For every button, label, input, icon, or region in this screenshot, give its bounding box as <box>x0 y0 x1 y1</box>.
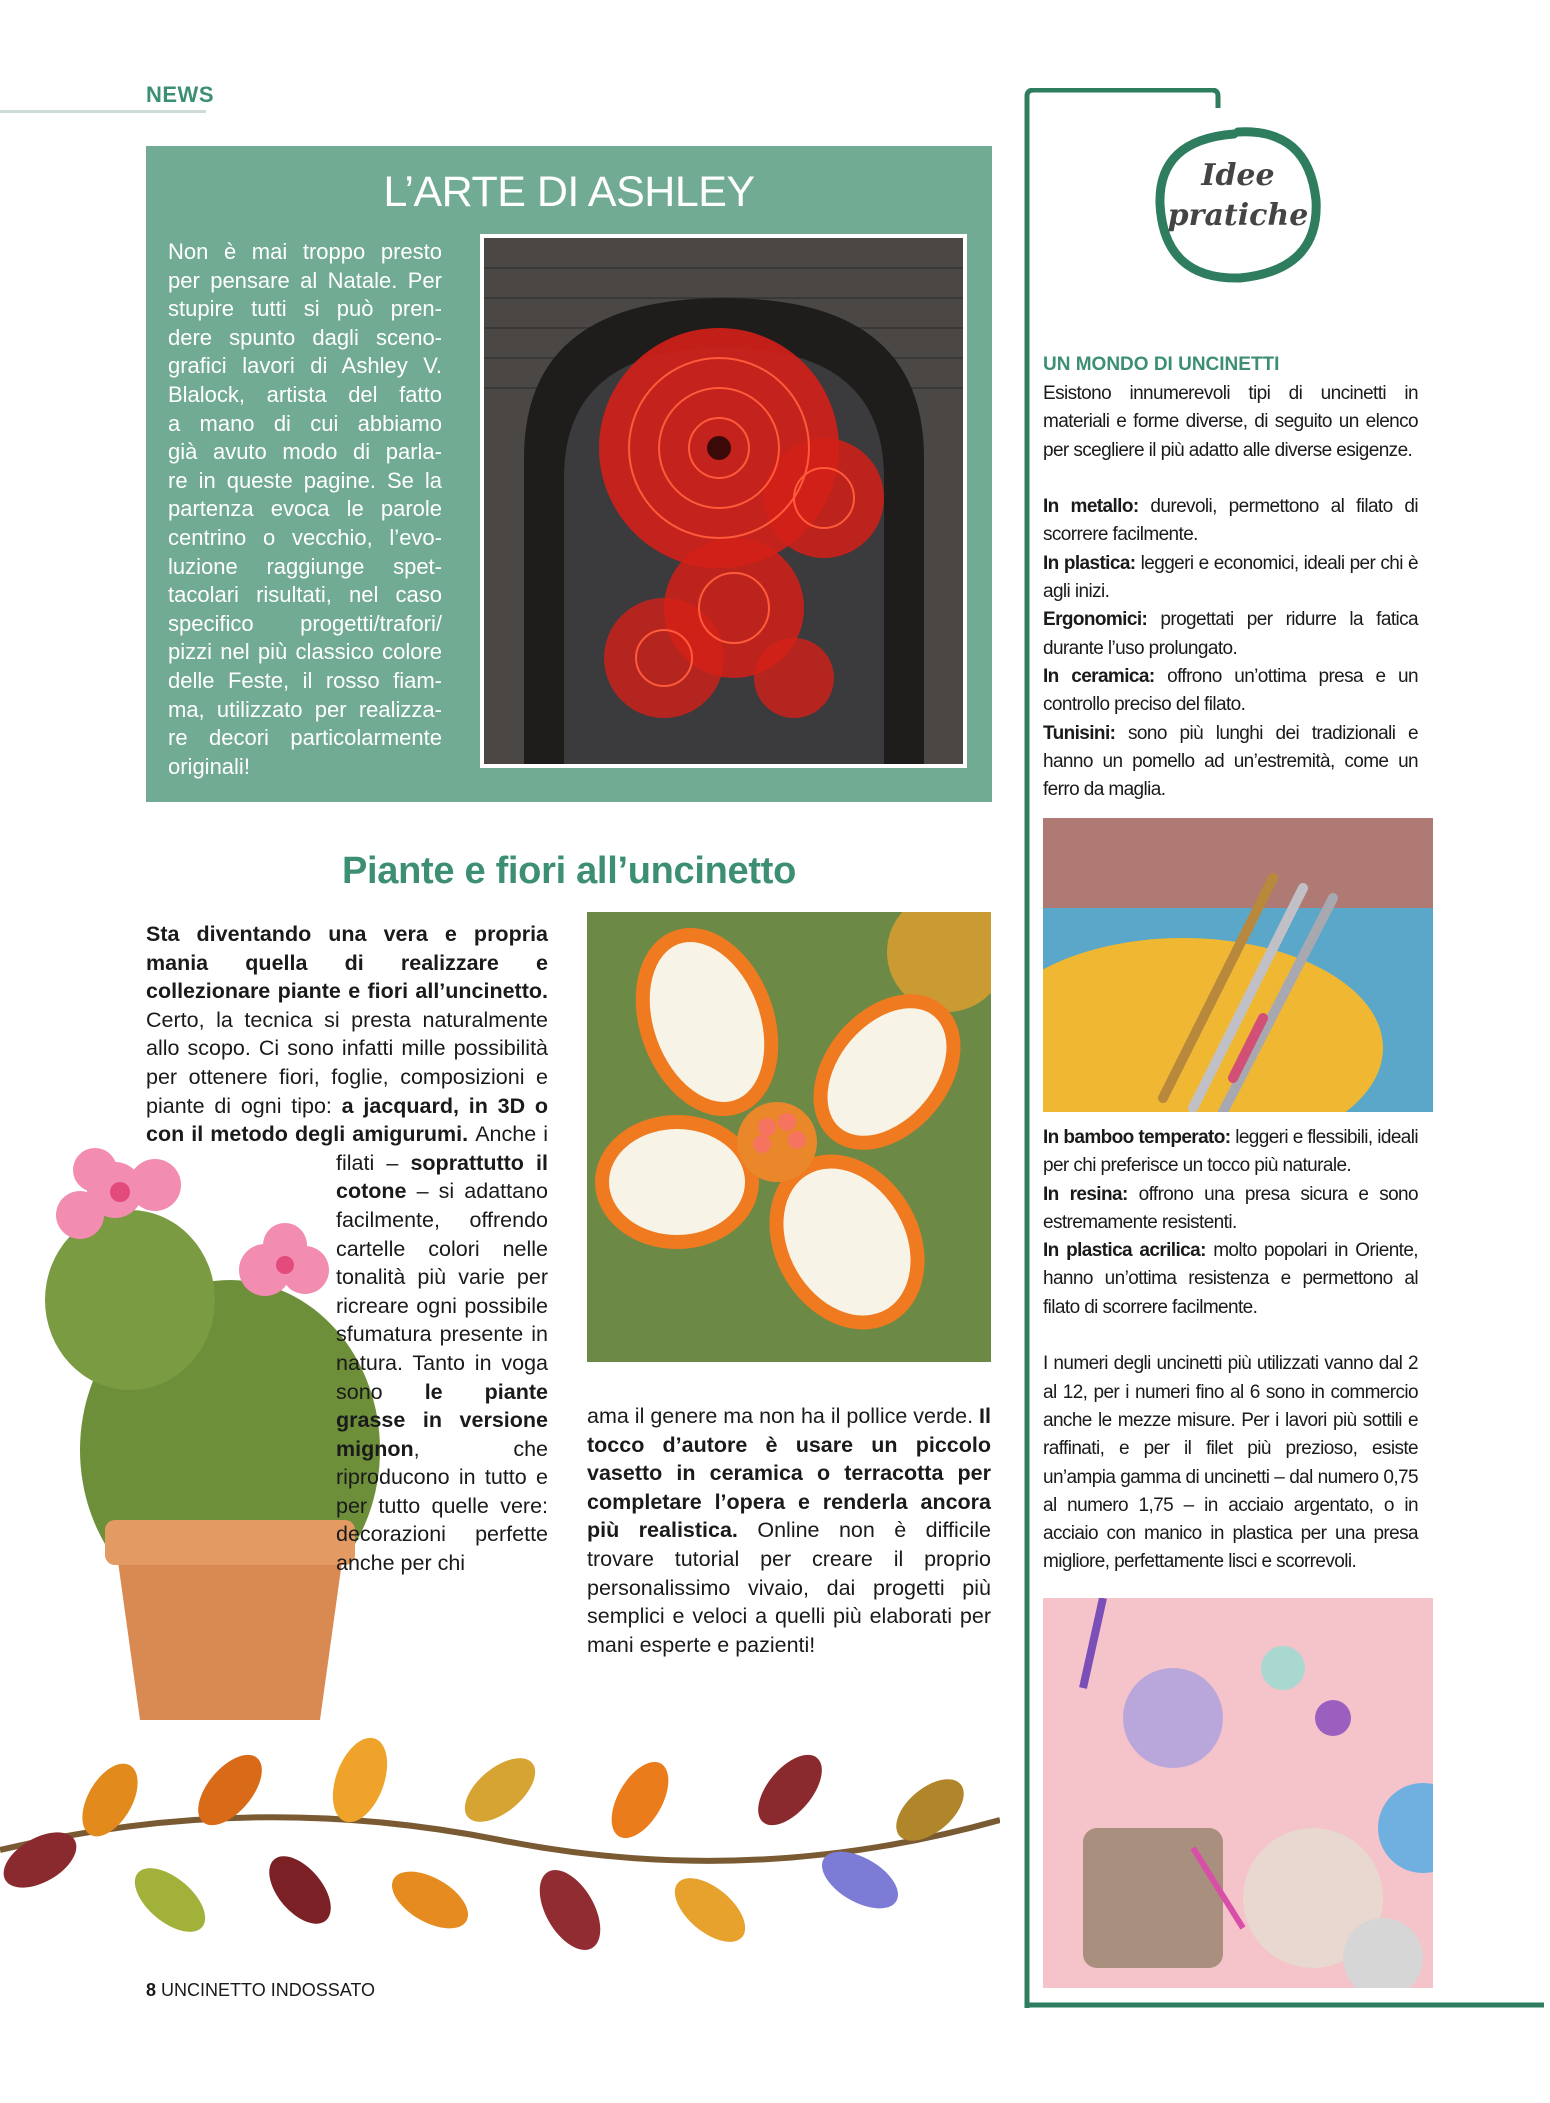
ashley-line: già avuto modo di parla- <box>168 439 442 465</box>
sidebar-intro: Esistono innumerevoli tipi di uncinetti in materiali e forme diverse, di seguito un elenco per scegliere il più adatto alle diverse esigenze. <box>1043 383 1418 461</box>
ashley-line: stupire tutti si può pren- <box>168 296 442 322</box>
crochet-type-label: In plastica acrilica: <box>1043 1240 1206 1262</box>
intro-rest: Certo, la tecnica si presta naturalmente allo scopo. Ci sono infatti mille possibilità per ottenere fiori, foglie, composizioni e piante di ogni tipo: <box>146 1007 548 1118</box>
ashley-line: delle Feste, il rosso fiam- <box>168 667 442 693</box>
ashley-line: pizzi nel più classico colore <box>168 639 442 665</box>
crochet-type-label: Ergonomici: <box>1043 609 1148 631</box>
yarn-post: – si adattano facilmente, offrendo cartelle colori nelle tonalità più varie per ricreare ogni possibile sfumatura presente in natura. Tanto in voga sono <box>336 1179 548 1404</box>
piante-left-text <box>146 920 548 1759</box>
crochet-type-text: sono più lunghi dei tradizionali e hanno un pomello ad un’estremità, come un ferro da maglia. <box>1043 722 1418 801</box>
tip-bold: Il tocco d’autore è usare un piccolo vasetto in ceramica o terracotta per completare l’opera e renderla ancora più realistica. <box>587 1404 991 1543</box>
badge-line1: Idee <box>1201 158 1275 193</box>
ashley-text <box>168 238 442 781</box>
magazine-name: UNCINETTO INDOSSATO <box>161 1980 376 2000</box>
crochet-type-item <box>1043 550 1418 607</box>
yarn-bold: soprattutto il cotone <box>336 1150 549 1204</box>
crochet-type-text: offrono una presa sicura e sono estremamente resistenti. <box>1043 1183 1418 1233</box>
ashley-line: a mano di cui abbiamo <box>168 410 442 436</box>
crochet-type-item <box>1043 1124 1418 1181</box>
sidebar-sizes: I numeri degli uncinetti più utilizzati vanno dal 2 al 12, per i numeri fino al 6 sono in commercio anche le mezze misure. Per i lavori più sottili e raffinati, e per il filet più prezioso, esiste un’ampia gamma di uncinetti – dal numero 0,75 al numero 1,75 – in acciaio argentato, o in acciaio con manico in plastica per una presa migliore, perfettamente lisci e scorrevoli. <box>1043 1353 1418 1573</box>
crochet-type-label: In bamboo temperato: <box>1043 1127 1231 1148</box>
crochet-type-text: leggeri e economici, ideali per chi è agli inizi. <box>1043 552 1418 603</box>
ashley-line: originali! <box>168 753 250 779</box>
ashley-line: luzione raggiunge spet- <box>168 553 442 579</box>
ashley-line: Non è mai troppo presto <box>168 239 442 264</box>
mini-bold: le piante grasse in versione mignon <box>336 1379 548 1461</box>
ashley-line: tacolari risultati, nel caso <box>168 582 442 608</box>
piante-right-text <box>587 1402 991 1659</box>
online-text: Online non è difficile trovare tutorial per creare il proprio personalissimo vivaio, dai progetti più semplici e veloci a quelli più elaborati per mani esperte e pazienti! <box>587 1518 992 1657</box>
crochet-type-label: In resina: <box>1043 1183 1128 1205</box>
page-number: 8 <box>146 1980 157 2000</box>
ashley-line: re decori particolarmente <box>168 725 442 751</box>
crochet-type-label: Tunisini: <box>1043 722 1116 744</box>
crochet-type-text: durevoli, permettono al filato di scorrere facilmente. <box>1043 496 1418 546</box>
crochet-type-text: leggeri e flessibili, ideali per chi preferisce un tocco più naturale. <box>1043 1127 1418 1177</box>
crochet-type-text: progettati per ridurre la fatica durante l’uso prolungato. <box>1043 609 1418 659</box>
red-lace-photo <box>480 234 967 768</box>
crochet-type-text: molto popolari in Oriente, hanno un’ottima resistenza e permettono al filato di scorrere facilmente. <box>1043 1240 1418 1318</box>
crochet-type-label: In plastica: <box>1043 552 1136 574</box>
crochet-type-item <box>1043 1237 1418 1322</box>
wrap-spacer <box>146 1149 336 1759</box>
ashley-line: centrino o vecchio, l’evo- <box>168 524 442 550</box>
footer <box>146 1980 375 2001</box>
crochet-type-item <box>1043 1181 1418 1238</box>
crochet-flower-photo <box>587 912 991 1362</box>
crochet-leaves-photo <box>0 1700 1000 1980</box>
crochet-type-item <box>1043 493 1418 550</box>
mini-post: , che riproducono in tutto e per tutto quelle vere: decorazioni perfette anche per chi <box>336 1436 548 1576</box>
ashley-line: ma, utilizzato per realizza- <box>168 696 442 722</box>
yarn-balls-photo <box>1043 1598 1433 1988</box>
crochet-hooks-photo <box>1043 818 1433 1112</box>
intro-bold: Sta diventando una vera e propria mania quella di realizzare e collezionare piante e fiori all’uncinetto. <box>146 922 548 1004</box>
sidebar-intro-block <box>1043 380 1418 804</box>
ashley-line: per pensare al Natale. Per <box>168 267 442 293</box>
badge-line2: pratiche <box>1167 198 1309 233</box>
crochet-type-text: offrono un’ottima presa e un controllo preciso del filato. <box>1043 665 1418 716</box>
techniques-bold: a jacquard, in 3D o con il metodo degli amigurumi. <box>146 1093 548 1147</box>
ashley-line: re in queste pagine. Se la <box>168 467 442 493</box>
ashley-line: partenza evoca le parole <box>168 496 442 522</box>
crochet-type-item <box>1043 720 1418 805</box>
section-label: NEWS <box>146 82 214 107</box>
sidebar-heading: UN MONDO DI UNCINETTI <box>1043 354 1280 375</box>
ashley-line: Blalock, artista del fatto <box>168 381 442 407</box>
crochet-type-item <box>1043 663 1418 720</box>
crochet-type-label: In metallo: <box>1043 496 1139 518</box>
ashley-line: grafici lavori di Ashley V. <box>168 353 442 379</box>
crochet-types-list-2 <box>1043 1124 1418 1322</box>
ashley-line: specifico progetti/trafori/ <box>168 610 442 636</box>
piante-title: Piante e fiori all’uncinetto <box>341 850 796 892</box>
crochet-type-item <box>1043 606 1418 663</box>
ashley-title: L’ARTE DI ASHLEY <box>383 168 755 216</box>
ashley-line: dere spunto dagli sceno- <box>168 324 442 350</box>
idee-pratiche-badge <box>1148 120 1328 290</box>
section-divider <box>0 110 206 113</box>
yarn-pre: Anche i filati – <box>336 1122 548 1175</box>
crochet-types-list <box>1043 493 1418 804</box>
cont-text: ama il genere ma non ha il pollice verde. <box>587 1404 974 1428</box>
sidebar-more-block <box>1043 1124 1418 1577</box>
crochet-type-label: In ceramica: <box>1043 665 1155 687</box>
